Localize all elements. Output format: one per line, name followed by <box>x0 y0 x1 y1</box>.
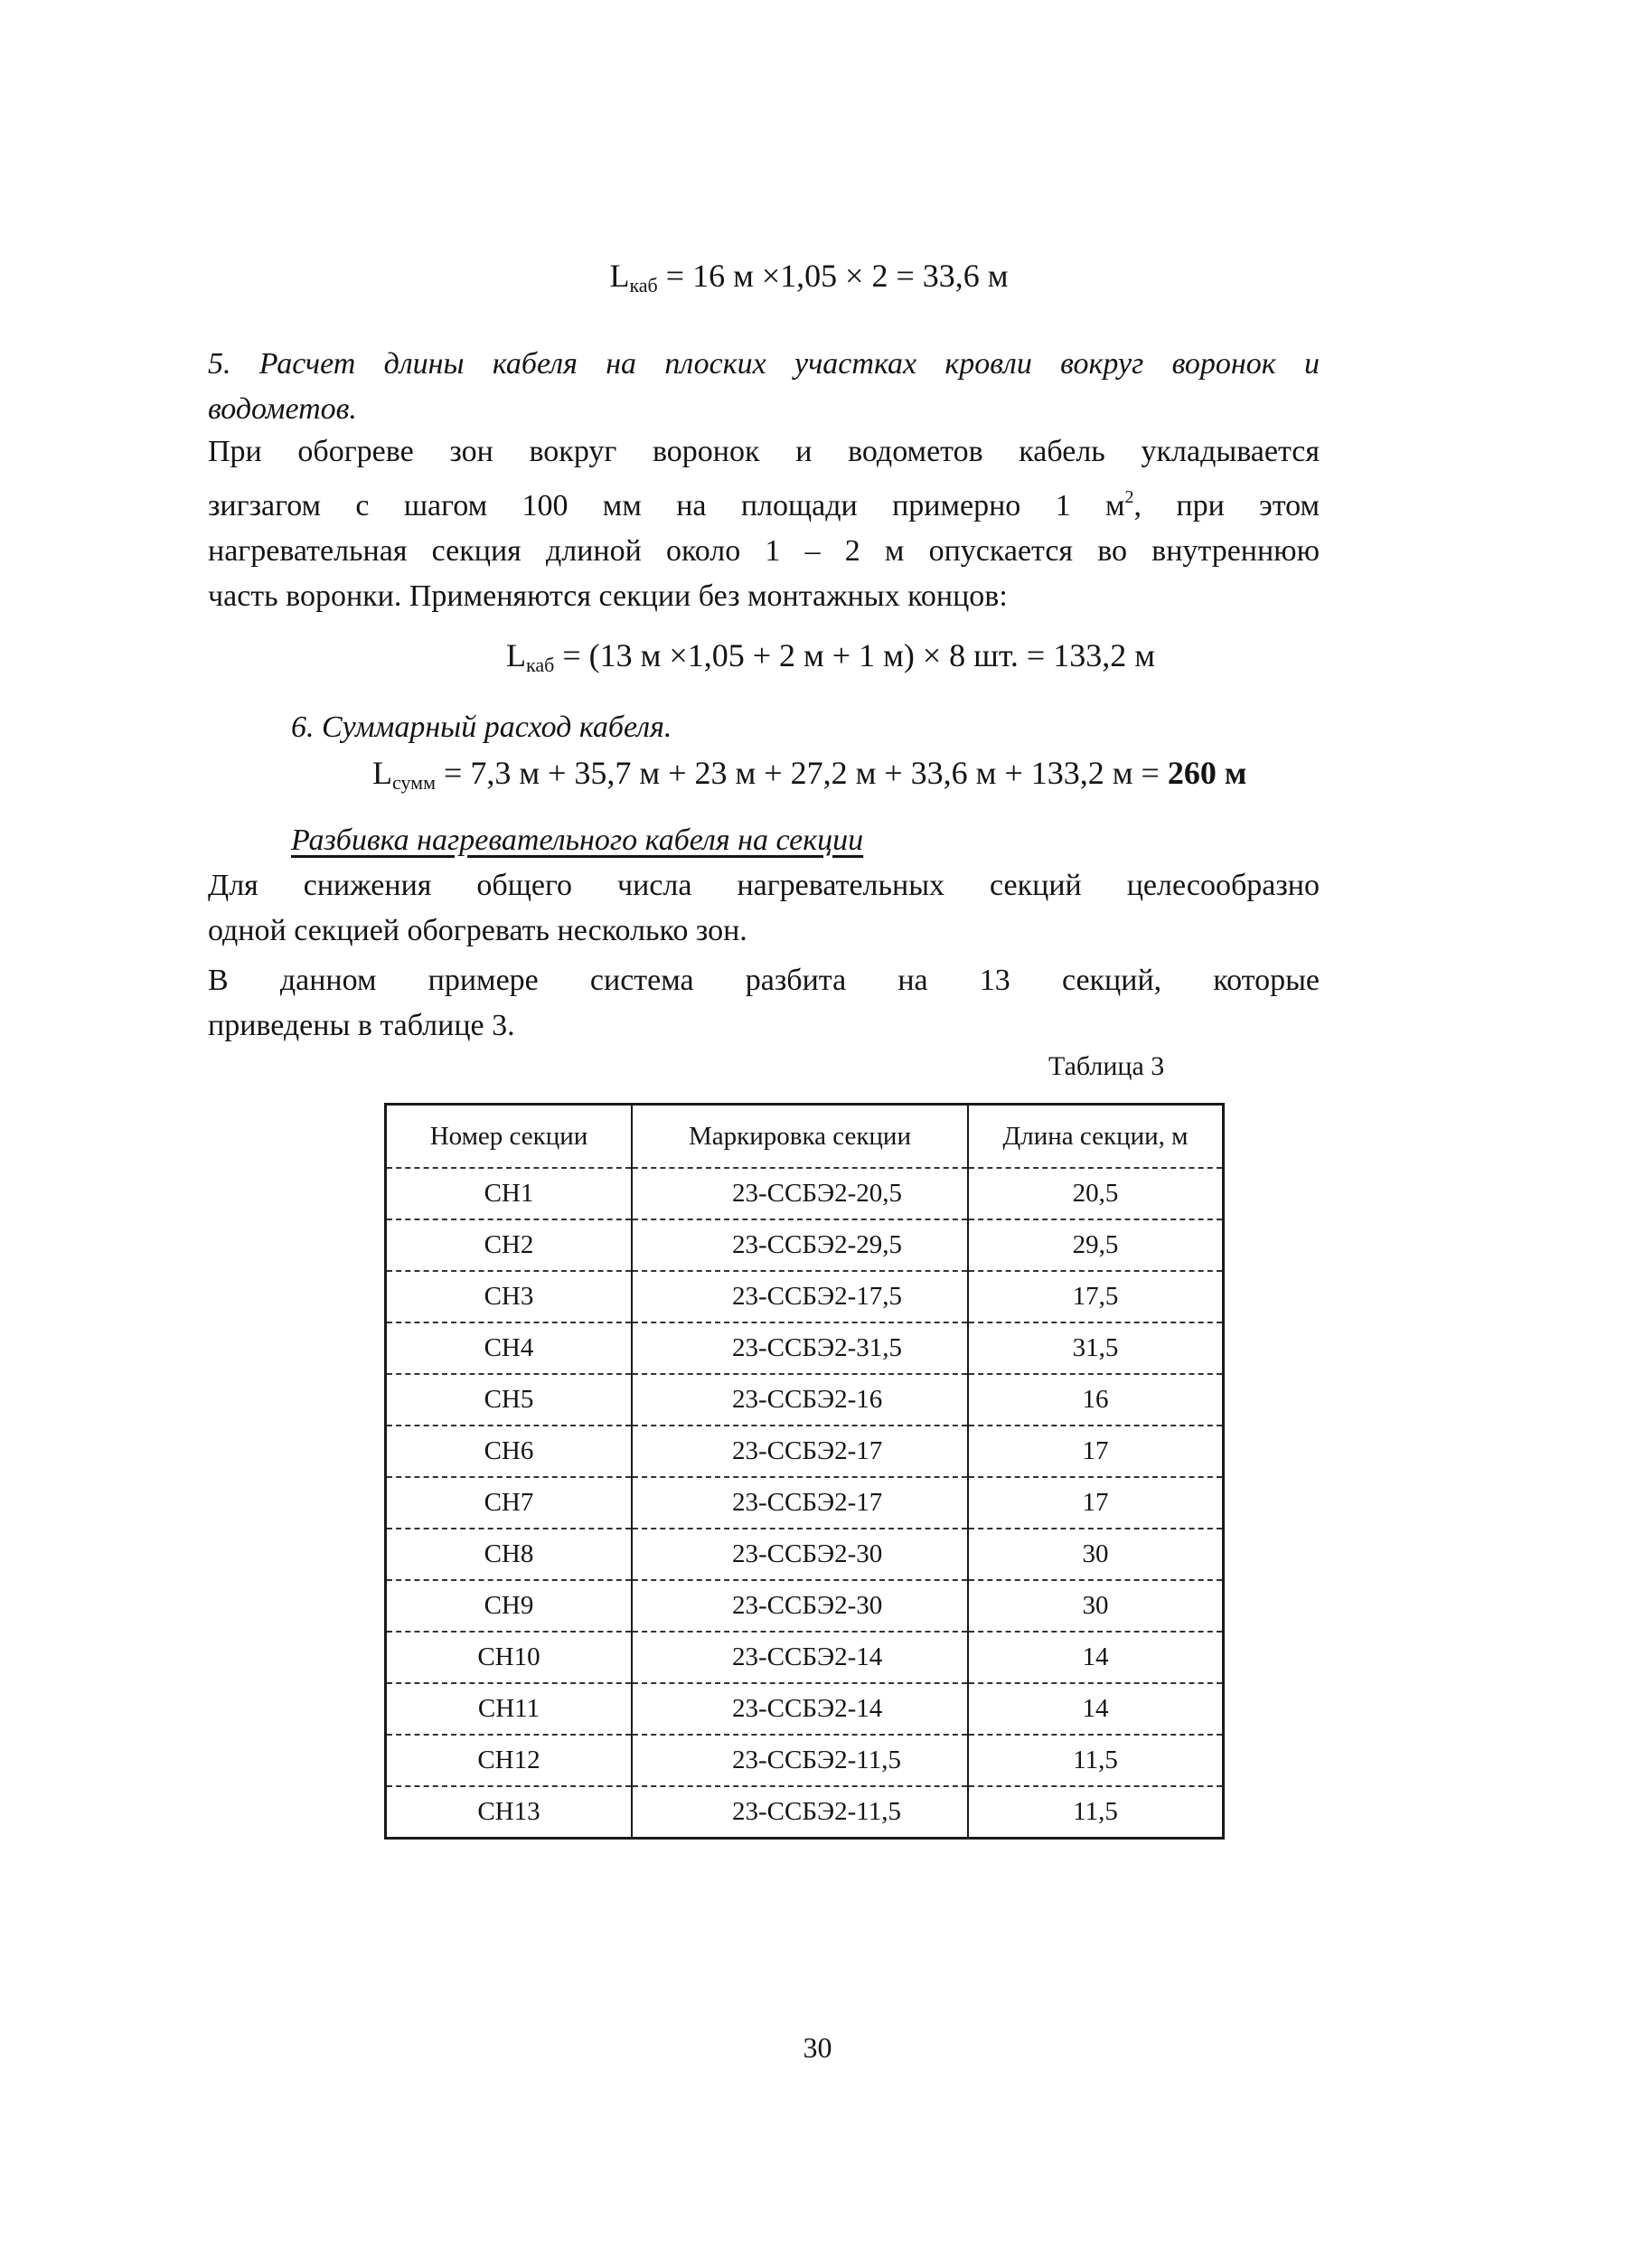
cell-section-marking: 23-ССБЭ2-30 <box>632 1529 968 1580</box>
table-row <box>386 1786 1224 1839</box>
paragraph-line: часть воронки. Применяются секции без монтажных концов: <box>208 579 1008 613</box>
cell-section-number: СН7 <box>386 1477 633 1529</box>
table-row <box>386 1322 1224 1374</box>
section-5-title-line1: 5. Расчет длины кабеля на плоских участках кровли вокруг воронок и <box>208 347 1320 381</box>
cell-section-marking: 23-ССБЭ2-29,5 <box>632 1219 968 1271</box>
table-row <box>386 1271 1224 1322</box>
formula-expression: = (13 м ×1,05 + 2 м + 1 м) × 8 шт. = 133,2 м <box>562 637 1155 673</box>
table-row <box>386 1426 1224 1477</box>
table-row <box>386 1374 1224 1426</box>
cell-section-length: 17 <box>968 1426 1224 1477</box>
paragraph-zigzag-laying <box>208 429 1320 619</box>
cell-section-marking: 23-ССБЭ2-31,5 <box>632 1322 968 1374</box>
cell-section-length: 17 <box>968 1477 1224 1529</box>
table-row <box>386 1477 1224 1529</box>
cell-section-length: 17,5 <box>968 1271 1224 1322</box>
cell-section-marking: 23-ССБЭ2-11,5 <box>632 1735 968 1786</box>
cell-section-marking: 23-ССБЭ2-30 <box>632 1580 968 1632</box>
cell-section-length: 11,5 <box>968 1786 1224 1839</box>
cell-section-length: 29,5 <box>968 1219 1224 1271</box>
paragraph-reduce-sections <box>208 863 1320 954</box>
cell-section-length: 14 <box>968 1683 1224 1735</box>
cell-section-marking: 23-ССБЭ2-20,5 <box>632 1168 968 1219</box>
formula-subscript: каб <box>629 274 658 296</box>
formula-total-cable <box>372 750 1246 805</box>
formula-subscript: каб <box>526 654 555 676</box>
cell-section-number: СН10 <box>386 1632 633 1683</box>
cell-section-marking: 23-ССБЭ2-16 <box>632 1374 968 1426</box>
cell-section-length: 31,5 <box>968 1322 1224 1374</box>
table-header-row <box>386 1105 1224 1169</box>
paragraph-line: приведены в таблице 3. <box>208 1009 515 1042</box>
section-5-title-line2: водометов. <box>208 392 357 426</box>
table-row <box>386 1219 1224 1271</box>
paragraph-13-sections <box>208 958 1320 1049</box>
table-row <box>386 1683 1224 1735</box>
paragraph-line-text: , при этом <box>1133 489 1320 522</box>
table-row <box>386 1735 1224 1786</box>
formula-expression: = 7,3 м + 35,7 м + 23 м + 27,2 м + 33,6 м + 133,2 м = <box>444 755 1168 791</box>
formula-expression: = 16 м ×1,05 × 2 = 33,6 м <box>665 258 1009 294</box>
table-row <box>386 1632 1224 1683</box>
cell-section-number: СН5 <box>386 1374 633 1426</box>
formula-symbol: L <box>506 637 526 673</box>
cell-section-number: СН11 <box>386 1683 633 1735</box>
cell-section-marking: 23-ССБЭ2-14 <box>632 1683 968 1735</box>
paragraph-line: В данном примере система разбита на 13 секций, которые <box>208 964 1320 997</box>
cell-section-length: 20,5 <box>968 1168 1224 1219</box>
cell-section-length: 30 <box>968 1580 1224 1632</box>
superscript: 2 <box>1124 487 1134 507</box>
table-row <box>386 1168 1224 1219</box>
cell-section-number: СН9 <box>386 1580 633 1632</box>
cell-section-length: 16 <box>968 1374 1224 1426</box>
column-header: Номер секции <box>386 1105 633 1169</box>
sections-table <box>384 1103 1225 1840</box>
formula-cable-length-2 <box>506 633 1155 688</box>
cell-section-length: 14 <box>968 1632 1224 1683</box>
cell-section-marking: 23-ССБЭ2-11,5 <box>632 1786 968 1839</box>
paragraph-line <box>208 475 1320 529</box>
cell-section-number: СН1 <box>386 1168 633 1219</box>
table-caption: Таблица 3 <box>1048 1051 1165 1081</box>
cell-section-marking: 23-ССБЭ2-17,5 <box>632 1271 968 1322</box>
section-5-title <box>208 342 1320 432</box>
table-row <box>386 1529 1224 1580</box>
paragraph-line: одной секцией обогревать несколько зон. <box>208 914 747 947</box>
table-row <box>386 1580 1224 1632</box>
paragraph-line: нагревательная секция длиной около 1 – 2 м опускается во внутреннюю <box>208 534 1320 568</box>
cell-section-number: СН6 <box>386 1426 633 1477</box>
cell-section-number: СН12 <box>386 1735 633 1786</box>
cell-section-length: 11,5 <box>968 1735 1224 1786</box>
cell-section-marking: 23-ССБЭ2-14 <box>632 1632 968 1683</box>
cell-section-length: 30 <box>968 1529 1224 1580</box>
section-6-title: 6. Суммарный расход кабеля. <box>291 711 672 744</box>
cell-section-number: СН3 <box>386 1271 633 1322</box>
breakdown-heading: Разбивка нагревательного кабеля на секции <box>291 823 864 857</box>
cell-section-number: СН2 <box>386 1219 633 1271</box>
paragraph-line: Для снижения общего числа нагревательных секций целесообразно <box>208 869 1320 902</box>
formula-total-value: 260 м <box>1167 755 1247 791</box>
paragraph-line-text: зигзагом с шагом 100 мм на площади примерно 1 м <box>208 489 1125 522</box>
column-header: Маркировка секции <box>632 1105 968 1169</box>
formula-symbol: L <box>372 755 392 791</box>
cell-section-marking: 23-ССБЭ2-17 <box>632 1426 968 1477</box>
column-header: Длина секции, м <box>968 1105 1224 1169</box>
cell-section-marking: 23-ССБЭ2-17 <box>632 1477 968 1529</box>
formula-cable-length-1 <box>208 253 1410 308</box>
cell-section-number: СН4 <box>386 1322 633 1374</box>
formula-subscript: сумм <box>392 771 437 794</box>
page-number: 30 <box>803 2031 832 2064</box>
cell-section-number: СН13 <box>386 1786 633 1839</box>
cell-section-number: СН8 <box>386 1529 633 1580</box>
paragraph-line: При обогреве зон вокруг воронок и водометов кабель укладывается <box>208 435 1320 468</box>
formula-symbol: L <box>609 258 630 294</box>
